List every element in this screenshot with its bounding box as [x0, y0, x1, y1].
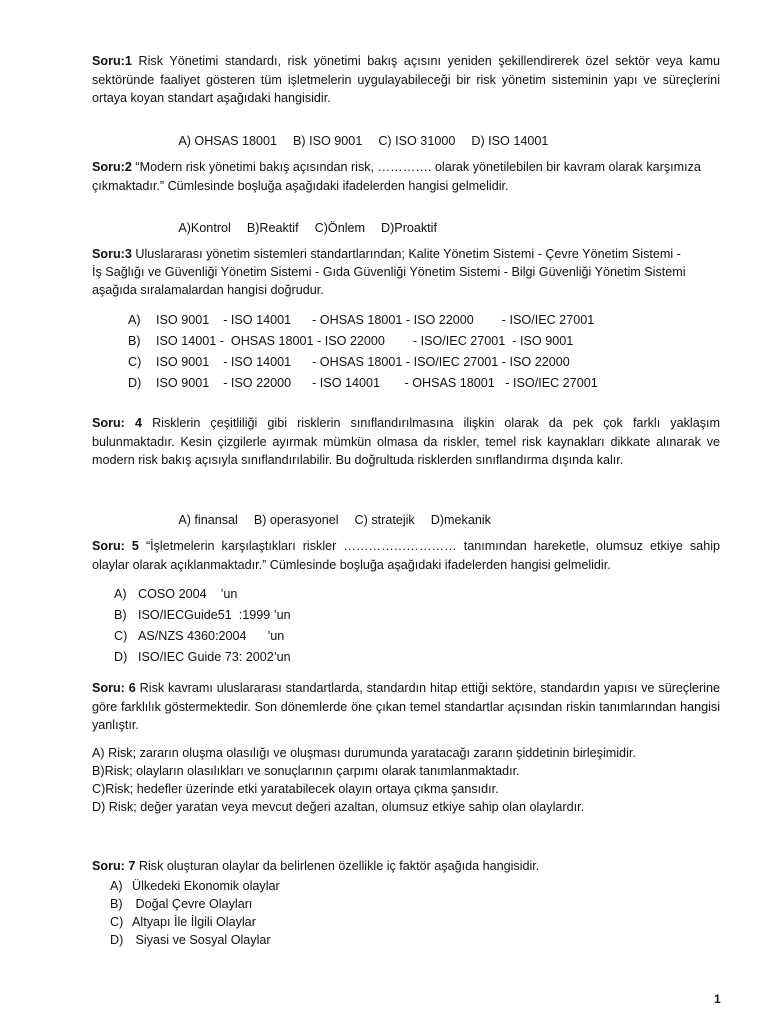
question-text: Risk oluşturan olaylar da belirlenen özellikle iç faktör aşağıda hangisidir.: [138, 859, 540, 873]
question-text: Risk kavramı uluslararası standartlarda, standardın hitap ettiği sektöre, standardın yapısı ve süreçlerine göre farklılık göstermektedir. Son dönemlerde öne çıkan temel standartlar açısından riskin tanımlarından hangisi yanlıştır.: [92, 681, 720, 732]
option-letter: A): [110, 879, 123, 893]
option-d: D)mekanik: [430, 513, 491, 527]
option-text: D) Risk; değer yaratan veya mevcut değeri azaltan, olumsuz etkiye sahip olan olaylardır.: [92, 800, 585, 814]
option-b: B) operasyonel: [253, 513, 339, 527]
option-letter: D): [114, 650, 128, 664]
option-text: Doğal Çevre Olayları: [132, 897, 253, 911]
question-label: Soru: 6: [92, 681, 136, 695]
question-label: Soru:2: [92, 160, 132, 174]
question-6-option-b: [92, 762, 520, 780]
question-7: [92, 857, 539, 875]
option-text: ISO 9001 - ISO 14001 - OHSAS 18001 - ISO/IEC 27001 - ISO 22000: [156, 355, 570, 369]
option-letter: D): [110, 933, 124, 947]
option-text: Siyasi ve Sosyal Olaylar: [132, 933, 271, 947]
question-text: Risklerin çeşitliliği gibi risklerin sınıflandırılmasına ilişkin olarak da pek çok farklı yaklaşım bulunmaktadır. Kesin çizgilerle ayırmak mümkün olmasa da riskler, temel risk kaynakları dikkate alınarak ve modern risk bakış açısıyla sınıflandırılabilir. Bu doğrultuda risklerden sınıflandırma dışında kalır.: [92, 416, 720, 467]
option-letter: C): [114, 629, 128, 643]
option-letter: B): [114, 608, 127, 622]
option-d: D) ISO 14001: [471, 134, 549, 148]
option-text: ISO/IECGuide51 :1999 ’un: [138, 608, 291, 622]
option-c: C) ISO 31000: [378, 134, 456, 148]
question-3-line-1: [92, 245, 681, 263]
option-c: C)Önlem: [314, 221, 365, 235]
option-letter: D): [128, 376, 142, 390]
option-letter: C): [110, 915, 124, 929]
page-number: 1: [714, 992, 721, 1006]
option-text: B)Risk; olayların olasılıkları ve sonuçlarının çarpımı olarak tanımlanmaktadır.: [92, 764, 520, 778]
question-text: Uluslararası yönetim sistemleri standartlarından; Kalite Yönetim Sistemi - Çevre Yönetim Sistemi -: [135, 247, 681, 261]
option-text: ISO 9001 - ISO 14001 - OHSAS 18001 - ISO 22000 - ISO/IEC 27001: [156, 313, 595, 327]
option-text: ISO 14001 - OHSAS 18001 - ISO 22000 - ISO/IEC 27001 - ISO 9001: [156, 334, 574, 348]
option-text: AS/NZS 4360:2004 ’un: [138, 629, 285, 643]
question-label: Soru: 7: [92, 859, 136, 873]
question-4-options: [172, 499, 507, 527]
option-a: A)Kontrol: [178, 221, 231, 235]
question-1: [92, 52, 720, 108]
question-text: İş Sağlığı ve Güvenliği Yönetim Sistemi - Gıda Güvenliği Yönetim Sistemi - Bilgi Güvenliği Yönetim Sistemi: [92, 265, 686, 279]
question-text: aşağıda sıralamalardan hangisi doğrudur.: [92, 283, 324, 297]
question-6-option-a: [92, 744, 636, 762]
question-3-line-2: [92, 263, 686, 281]
option-b: B) ISO 9001: [293, 134, 363, 148]
question-6-option-c: [92, 780, 499, 798]
option-a: A) OHSAS 18001: [178, 134, 278, 148]
option-letter: B): [110, 897, 123, 911]
option-letter: B): [128, 334, 141, 348]
option-c: C) stratejik: [354, 513, 415, 527]
question-label: Soru: 4: [92, 416, 142, 430]
option-text: Altyapı İle İlgili Olaylar: [132, 915, 256, 929]
option-letter: A): [114, 587, 127, 601]
question-4: [92, 414, 720, 470]
question-2: [92, 158, 720, 195]
option-letter: C): [128, 355, 142, 369]
question-5: [92, 537, 720, 574]
question-text: Risk Yönetimi standardı, risk yönetimi bakış açısını yeniden şekillendirerek özel sektör veya kamu sektöründe faaliyet gösteren tüm işletmelerin uygulayabileceği bir risk yönetim sisteminin yapı ve süreçlerini ortaya koyan standart aşağıdaki hangisidir.: [92, 54, 721, 105]
question-text: “İşletmelerin karşılaştıkları riskler ……………………… tanımından hareketle, olumsuz etkiye sahip olaylar olarak açıklanmaktadır.” Cümlesinde boşluğa aşağıdaki ifadelerden hangisi gelmelidir.: [92, 539, 720, 572]
option-letter: A): [128, 313, 141, 327]
option-a: A) finansal: [178, 513, 238, 527]
option-text: ISO 9001 - ISO 22000 - ISO 14001 - OHSAS 18001 - ISO/IEC 27001: [156, 376, 598, 390]
question-label: Soru:1: [92, 54, 132, 68]
question-6-option-d: [92, 798, 584, 816]
question-1-options: [172, 120, 564, 148]
option-text: C)Risk; hedefler üzerinde etki yaratabilecek olayın ortaya çıkma şansıdır.: [92, 782, 499, 796]
option-text: ISO/IEC Guide 73: 2002’un: [138, 650, 291, 664]
question-label: Soru:3: [92, 247, 132, 261]
option-d: D)Proaktif: [381, 221, 437, 235]
option-text: COSO 2004 ’un: [138, 587, 238, 601]
question-2-options: [172, 207, 453, 235]
option-text: Ülkedeki Ekonomik olaylar: [132, 879, 280, 893]
question-label: Soru: 5: [92, 539, 139, 553]
question-6: [92, 679, 720, 735]
option-b: B)Reaktif: [246, 221, 299, 235]
option-text: A) Risk; zararın oluşma olasılığı ve oluşması durumunda yaratacağı zararın şiddetinin birleşimidir.: [92, 746, 636, 760]
question-3-line-3: [92, 281, 324, 299]
question-text: “Modern risk yönetimi bakış açısından risk, …………. olarak yönetilebilen bir kavram olarak karşımıza çıkmaktadır.” Cümlesinde boşluğa aşağıdaki ifadelerden hangisi gelmelidir.: [92, 160, 701, 193]
